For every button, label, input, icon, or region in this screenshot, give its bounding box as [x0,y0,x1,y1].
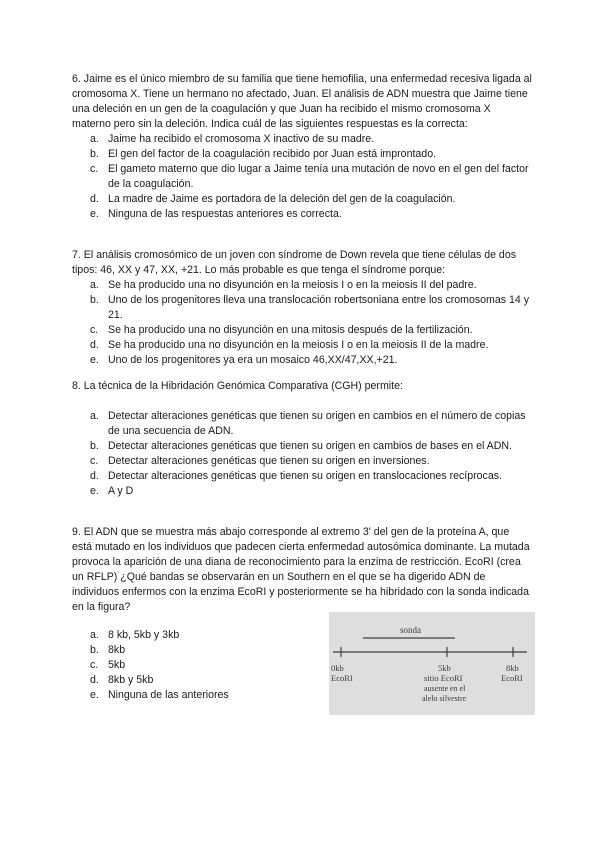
option-label: a. [90,410,99,422]
question-8 [72,379,532,499]
option-label: b. [90,148,99,160]
option-label: b. [90,294,99,306]
question-7 [72,248,532,368]
restriction-map-figure [329,612,535,715]
option-text: 8kb y 5kb [108,674,154,686]
option-label: a. [90,133,99,145]
site-0kb-enzyme: EcoRI [331,673,353,683]
site-5kb-note: ausente en el [424,684,466,693]
option-label: c. [90,163,99,175]
answer-option-a[interactable] [72,628,322,643]
answer-option-e[interactable] [72,484,532,499]
question-stem: 8. La técnica de la Hibridación Genómica Comparativa (CGH) permite: [72,380,403,392]
option-text: El gameto materno que dio lugar a Jaime tenía una mutación de novo en el gen del factor de la coagulación. [108,163,529,190]
answer-option-a[interactable] [72,132,532,147]
site-0kb-label: 0kb [331,663,344,673]
answer-option-b[interactable] [72,147,532,162]
question-6 [72,72,532,222]
option-text: Uno de los progenitores lleva una translocación robertsoniana entre los cromosomas 14 y 21. [108,294,530,321]
option-text: El gen del factor de la coagulación recibido por Juan está improntado. [108,148,437,160]
option-label: c. [90,324,99,336]
option-text: Ninguna de las respuestas anteriores es correcta. [108,208,342,220]
site-5kb-enzyme: sitio EcoRI [424,673,463,683]
option-label: e. [90,354,99,366]
option-label: e. [90,485,99,497]
option-text: Se ha producido una no disyunción en la meiosis I o en la meiosis II del padre. [108,279,477,291]
option-label: d. [90,470,99,482]
question-stem: 6. Jaime es el único miembro de su familia que tiene hemofilia, una enfermedad recesiva ligada al cromosoma X. Tiene un hermano no afectado, Juan. El análisis de ADN muestra que Jaime tiene una deleción en un gen de la coagulación y que Juan ha recibido el mismo cromosoma X materno pero sin la deleción. Indica cuál de las siguientes respuestas es la correcta: [72,73,532,130]
option-text: Detectar alteraciones genéticas que tienen su origen en translocaciones recíprocas. [108,470,502,482]
answer-option-e[interactable] [72,353,532,368]
option-label: d. [90,339,99,351]
answer-option-b[interactable] [72,293,532,323]
answer-option-c[interactable] [72,454,532,469]
option-label: c. [90,455,99,467]
option-text: Ninguna de las anteriores [108,689,229,701]
answer-option-d[interactable] [72,673,322,688]
option-text: Detectar alteraciones genéticas que tienen su origen en cambios de bases en el ADN. [108,440,512,452]
answer-option-c[interactable] [72,658,322,673]
answer-option-b[interactable] [72,439,532,454]
option-text: Jaime ha recibido el cromosoma X inactivo de su madre. [108,133,375,145]
option-text: Se ha producido una no disyunción en una mitosis después de la fertilización. [108,324,473,336]
option-label: b. [90,440,99,452]
option-label: e. [90,689,99,701]
answer-option-e[interactable] [72,207,532,222]
option-label: d. [90,193,99,205]
answer-options [72,409,532,499]
question-stem: 9. El ADN que se muestra más abajo corresponde al extremo 3' del gen de la proteína A, que está mutado en los individuos que padecen cierta enfermedad autosómica dominante. La mutada provoca la aparición de una diana de reconocimiento para la enzima de restricción. EcoRI (crea un RFLP) ¿Qué bandas se observarán en un Southern en el que se ha digerido ADN de individuos enfermos con la enzima EcoRI y posteriormente se ha hibridado con la sonda indicada en la figura? [72,526,530,613]
answer-options [72,132,532,222]
answer-option-d[interactable] [72,338,532,353]
option-text: Uno de los progenitores ya era un mosaico 46,XX/47,XX,+21. [108,354,398,366]
answer-options [72,628,322,703]
answer-option-c[interactable] [72,162,532,192]
answer-option-d[interactable] [72,469,532,484]
site-5kb-note: alelo silvestre [422,694,467,703]
option-text: 8kb [108,644,126,656]
answer-option-d[interactable] [72,192,532,207]
option-text: Detectar alteraciones genéticas que tienen su origen en inversiones. [108,455,430,467]
option-text: 5kb [108,659,126,671]
option-label: e. [90,208,99,220]
option-label: b. [90,644,99,656]
answer-option-e[interactable] [72,688,322,703]
option-label: a. [90,629,99,641]
spacer [72,394,532,409]
option-label: d. [90,674,99,686]
answer-options [72,278,532,368]
probe-label: sonda [400,625,421,635]
option-label: c. [90,659,99,671]
option-text: A y D [108,485,134,497]
option-label: a. [90,279,99,291]
option-text: Detectar alteraciones genéticas que tienen su origen en cambios en el número de copias de una secuencia de ADN. [108,410,526,437]
answer-option-b[interactable] [72,643,322,658]
restriction-map [329,612,535,715]
site-8kb-enzyme: EcoRI [501,673,523,683]
site-5kb-label: 5kb [438,663,451,673]
option-text: 8 kb, 5kb y 3kb [108,629,180,641]
question-stem: 7. El análisis cromosómico de un joven con síndrome de Down revela que tiene células de dos tipos: 46, XX y 47, XX, +21. Lo más probable es que tenga el síndrome porque: [72,249,517,276]
answer-option-a[interactable] [72,278,532,293]
answer-option-c[interactable] [72,323,532,338]
answer-option-a[interactable] [72,409,532,439]
option-text: Se ha producido una no disyunción en la meiosis I o en la meiosis II de la madre. [108,339,489,351]
option-text: La madre de Jaime es portadora de la deleción del gen de la coagulación. [108,193,456,205]
site-8kb-label: 8kb [506,663,519,673]
